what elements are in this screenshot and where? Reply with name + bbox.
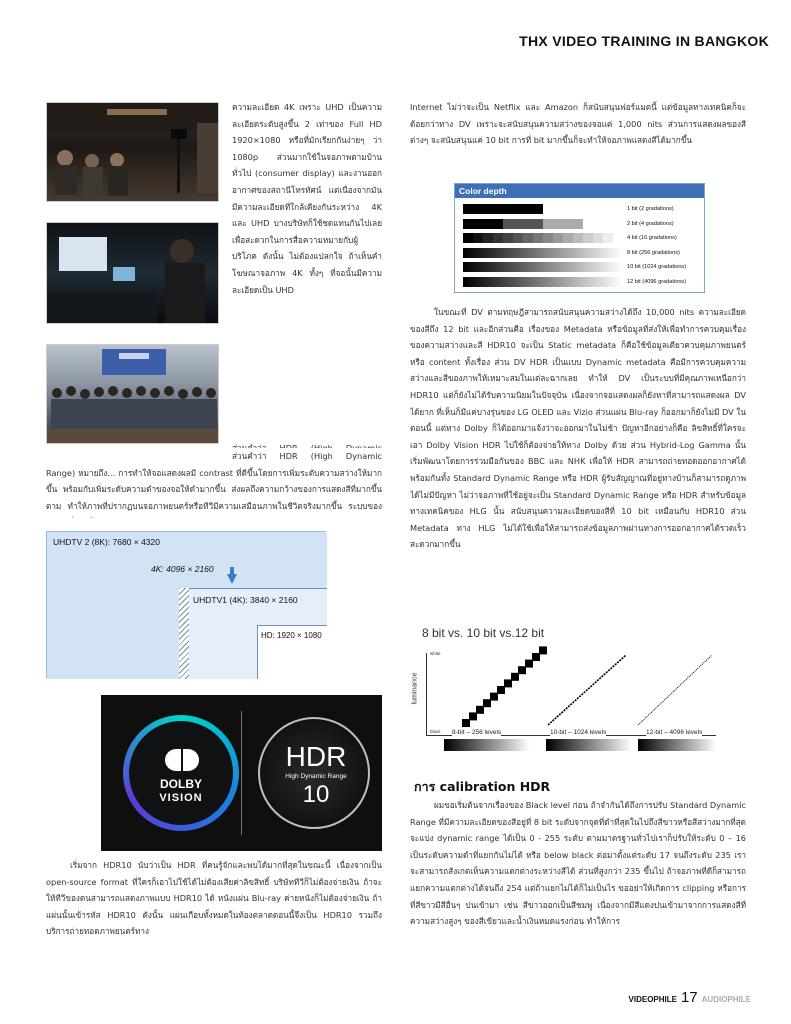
staircase-8bit-step	[532, 653, 540, 661]
footer-magazine: VIDEOPHILE	[628, 995, 677, 1004]
bit-chart-tick-white: white	[430, 651, 441, 656]
bit-chart-tick-black: black	[430, 729, 441, 734]
page-header-title: THX VIDEO TRAINING IN BANGKOK	[519, 33, 769, 49]
hdr10-logo-subtitle: High Dynamic Range	[285, 773, 347, 780]
hdr10-logo	[258, 717, 370, 829]
dolby-double-d-icon	[165, 749, 199, 771]
gradient-12bit	[638, 739, 716, 751]
bit-label-10: 10-bit – 1024 levels	[550, 729, 607, 736]
color-depth-bar	[463, 248, 623, 258]
staircase-8bit-step	[525, 660, 533, 668]
color-depth-bar	[463, 219, 623, 229]
res-4k-dci-strip	[179, 588, 189, 679]
staircase-8bit-step	[490, 693, 498, 701]
photo-training-room	[46, 102, 219, 202]
res-label-uhdtv2: UHDTV 2 (8K): 7680 × 4320	[53, 537, 161, 547]
staircase-8bit-step	[511, 673, 519, 681]
logo-divider	[241, 711, 242, 835]
hdr10-logo-hdr: HDR	[285, 741, 347, 772]
color-depth-bar	[463, 262, 623, 272]
down-arrow-icon	[227, 574, 237, 584]
staircase-8bit-step	[504, 679, 512, 687]
bit-depth-chart	[411, 645, 716, 755]
res-label-hd: HD: 1920 × 1080	[261, 631, 322, 640]
page-footer	[629, 989, 751, 1006]
color-depth-title: Color depth	[455, 184, 704, 198]
staircase-8bit-step	[483, 699, 491, 707]
color-depth-label: 1 bit (2 gradations)	[627, 206, 674, 212]
staircase-8bit-step	[518, 666, 526, 674]
color-depth-label: 12 bit (4096 gradations)	[627, 278, 687, 285]
gradient-10bit	[546, 739, 632, 751]
staircase-8bit-step	[462, 719, 470, 727]
staircase-8bit-step	[476, 706, 484, 714]
bit-chart-ylabel: luminance	[411, 672, 419, 705]
section-heading-calibration: การ calibration HDR	[414, 779, 551, 794]
photo-calibration-session	[46, 222, 219, 324]
color-depth-label: 2 bit (4 gradations)	[627, 220, 674, 227]
staircase-8bit-step	[497, 686, 505, 694]
left-hdr10-paragraph: เริ่มจาก HDR10 นับว่าเป็น HDR ที่คนรู้จักและพบได้มากที่สุดในขณะนี้ เนื่องจากเป็น open-source format ที่ใครก็เอาไปใช้ได้ไม่ต้องเสียค่าลิขสิทธิ์ บริษัททีวีก็ไม่ต้องจ่ายเงิน ถ้าจะให้ทีวีของตนสามารถแสดงภาพแบบ HDR10 ได้ หนังแผ่น Blu-ray ค่ายหนังก็ไม่ต้องจ่ายเงิน ถ้าแผ่นนั้นเข้ารหัส HDR10 ดังนั้น แผ่นเกือบทั้งหมดในท้องตลาดตอนนี้จึงเป็น HDR10 รวมถึงบริการถ่ายทอดภาพยนตร์ทาง	[46, 860, 382, 937]
right-calibration-paragraph: ผมขอเริ่มต้นจากเรื่องของ Black level ก่อน ถ้าจำกันได้ถึงการปรับ Standard Dynamic Range ที่มีความละเอียดของสีอยู่ที่ 8 bit ระดับจากจุดที่ดำที่สุดในไปถึงสีขาวหรือสีสว่างมากที่สุดจะแบ่ง dynamic range ได้เป็น 0 - 255 ระดับ ตามมาตรฐานทั่วไปเราก็ปรับให้ระดับ 0 – 16 เป็นระดับความดำที่แยกกันไม่ได้ หรือ below black ต่อมาตั้งแต่ระดับ 17 จนถึงระดับ 235 เราจะสามารถสังเกตเห็นความแตกต่างระหว่างสีได้ ส่วนที่สูงกว่า 235 ขึ้นไป ถ้าจอภาพที่ดีก็สามารถแยกความแตกต่างได้จนถึง 254 แต่ถ้าแยกไม่ได้ก็ไม่เป็นไร ขออย่าให้เกิดการ clipping หรือการที่สีขาวมีสีอื่นๆ ปนเข้ามา เช่น สีขาวออกเป็นสีชมพู เนื่องจากมีสีแดงปนเข้ามาจากการแสดงสีที่ความสว่างสูงๆ ของสีเขียวและน้ำเงินหมดแรงก่อน ทำให้การ	[410, 800, 746, 927]
bit-chart-title: 8 bit vs. 10 bit vs.12 bit	[422, 626, 545, 640]
dolby-hdr10-logo-panel	[101, 695, 382, 851]
footer-page-number: 17	[680, 989, 698, 1006]
color-depth-bar	[463, 233, 623, 243]
photo-group-participants	[46, 344, 219, 444]
footer-publisher: AUDIOPHILE	[701, 995, 751, 1004]
right-intro-paragraph: Internet ไม่ว่าจะเป็น Netflix และ Amazon ก็สนับสนุนฟอร์แมตนี้ แต่ข้อมูลทางเทคนิคก็จะด้อยกว่าทาง DV เพราะจะสนับสนุนความสว่างของจอแค่ 1,000 nits ส่วนการแสดงผลของสีต่างๆ จะสนับสนุนแค่ 10 bit การที่ bit มากขึ้นก็จะทำให้จอภาพแสดงสีได้มากขึ้น	[410, 102, 746, 146]
color-depth-bar	[463, 277, 623, 287]
dolby-logo-line2: VISION	[159, 792, 203, 804]
res-label-4k: 4K: 4096 × 2160	[151, 564, 214, 574]
bit-label-8: 8-bit – 256 levels	[452, 729, 502, 736]
fine-step-line	[638, 655, 712, 725]
dolby-logo-line1: DOLBY	[160, 777, 202, 791]
hdr10-logo-number: 10	[302, 781, 330, 808]
color-depth-label: 8 bit (256 gradations)	[627, 249, 680, 256]
color-depth-chart	[454, 183, 705, 293]
color-depth-label: 10 bit (1024 gradations)	[627, 264, 687, 270]
left-hdr-paragraph: ส่วนคำว่า HDR (High Dynamic Range) หมายถึง... การทำให้จอแสดงผลมี contrast ที่ดีขึ้นโดยการเพิ่มระดับความสว่างให้มากขึ้น พร้อมกับเพิ่มระดับความดำของจอให้ดำมากขึ้น ส่งผลถึงความกว้างของการแสดงสีที่มากขึ้นตาม ทำให้ภาพที่ปรากฏบนจอภาพยนตร์หรือทีวีมีความเสมือนภาพในชีวิตจริงมากขึ้น ระบบของ	[46, 448, 382, 518]
left-intro-paragraph: ความละเอียด 4K เพราะ UHD เป็นความละเอียดระดับสูงขึ้น 2 เท่าของ Full HD 1920×1080 หรือที่มักเรียกกันง่ายๆ ว่า 1080p ส่วนมากใช้ในจอภาพตามบ้านทั่วไป (consumer display) และงานออกอากาศของสถานีโทรทัศน์ แต่เนื่องจากมันมีความละเอียดที่ใกล้เคียงกันระหว่าง 4K และ UHD บางบริษัทก็ใช้ชดแทนกันไปเลยเพื่อสะดวกในการสื่อความหมายกับผู้บริโภค ดังนั้น ไม่ต้องแปลกใจ ถ้าเห็นคำโฆษณาจอภาพ 4K ทั้งๆ ที่จอนั้นมีความละเอียดเป็น UHD	[232, 102, 382, 295]
staircase-8bit-step	[469, 712, 477, 720]
dolby-vision-logo	[123, 715, 239, 831]
resolution-diagram	[46, 531, 326, 678]
gradient-8bit	[444, 739, 530, 751]
color-depth-label: 4 bit (16 gradations)	[627, 235, 677, 241]
right-dv-paragraph: ในขณะที่ DV ตามทฤษฎีสามารถสนับสนุนความสว่างได้ถึง 10,000 nits ความละเอียดของสีถึง 12 bit และอีกส่วนคือ เรื่องของ Metadata หรือข้อมูลที่ส่งให้เพื่อทำการควบคุมเรื่องของความสว่างและสี HDR10 จะเป็น Static metadata ก็คือใช้ข้อมูลเดียวควบคุมภาพยนตร์ หรือ content ทั้งเรื่อง ส่วน DV HDR เป็นแบบ Dynamic metadata คือมีการควบคุมความสว่างและสีของภาพให้เหมาะสมในแต่ละฉากเลย ทำให้ DV เป็นระบบที่มีคุณภาพเหนือกว่า HDR10 แต่ก็ยังไม่ได้รับความนิยมในปัจจุบัน เนื่องจากจอแสดงผลก็ยังหาที่สามารถแสดงผล DV ได้ยาก ที่เห็นก็มีแค่บางรุ่นของ LG OLED และ Vizio ส่วนแผ่น Blu-ray ก็ออกมาก็ยังไม่มี DV ในตอนนี้ แต่ทาง Dolby ก็ได้ออกมาแจ้งว่าจะออกมาในไม่ช้า ปัญหาอีกอย่างก็คือ ลิขสิทธิ์ที่ใครจะเอา Dolby Vision HDR ไปใช้ก็ต้องจ่ายให้ทาง Dolby ด้วย ส่วน Hybrid-Log Gamma นั้น เริ่มพัฒนาโดยการร่วมมือกันของ BBC และ NHK เพื่อให้ HDR สามารถถ่ายทอดออกอากาศได้พร้อมกันทั้ง Standard Dynamic Range หรือ HDR ผู้รับสัญญาณที่อยู่ทางบ้านก็สามารถดูภาพได้ไม่มีปัญหา ไม่ว่าจอภาพที่ใช้อยู่จะเป็น Standard Dynamic Range หรือ HDR สำหรับข้อมูลทางเทคนิคของ HLG นั้น สนับสนุนความละเอียดของสีที่ 10 bit เหมือนกับ HDR10 ส่วน Metadata ทาง HLG ไม่ได้ใช้เพื่อให้สามารถส่งข้อมูลภาพผ่านทางการออกอากาศได้รวดเร็วสะดวกมากขึ้น	[410, 307, 746, 550]
staircase-8bit-step	[539, 646, 547, 654]
res-label-uhdtv1: UHDTV1 (4K): 3840 × 2160	[193, 595, 298, 605]
color-depth-bar	[463, 204, 623, 214]
bit-label-12: 12-bit – 4096 levels	[646, 729, 703, 736]
fine-step-line	[548, 655, 626, 725]
